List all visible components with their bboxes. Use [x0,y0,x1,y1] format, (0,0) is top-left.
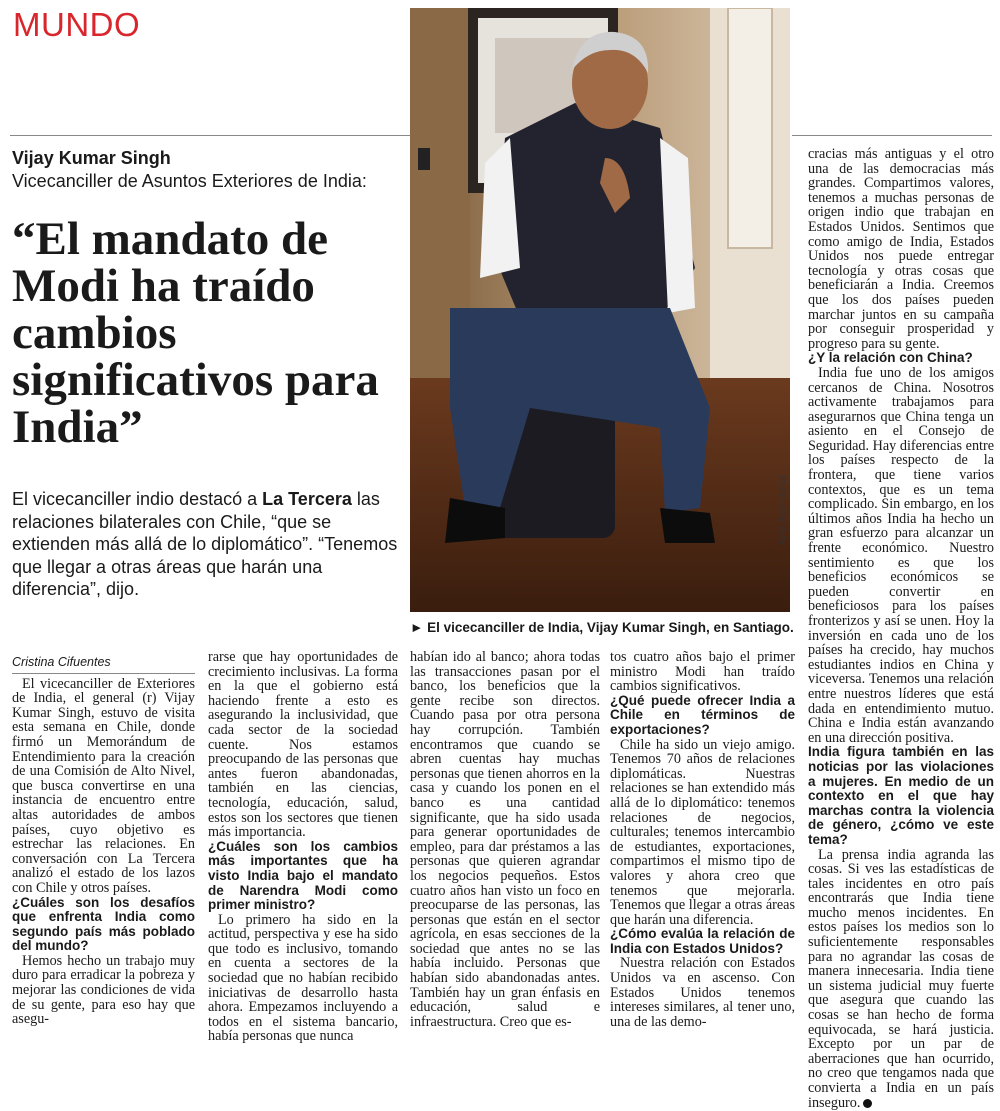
question: ¿Cuáles son los desafíos que enfrenta India como segundo país más poblado del mundo? [12,894,195,954]
portrait-photo [410,8,790,612]
question: ¿Cómo evalúa la relación de India con Estados Unidos? [610,926,795,956]
author-byline: Cristina Cifuentes [12,655,195,674]
paragraph: cracias más antiguas y el otro una de las democracias más grandes. Compartimos valores, tenemos a muchas personas de origen indio que trabajan en Estados Unidos. Sentimos que como amigo de India, Estados Unidos nos puede entregar tecnología y otras cosas que beneficiarán a India. Creemos que los dos países pueden marchar juntos en su campaña por conseguir prosperidad y progreso para su gente. [808,146,994,352]
divider [10,135,410,136]
paragraph: Hemos hecho un trabajo muy duro para erradicar la pobreza y mejorar las condiciones de vida de su gente, para eso hay que asegu- [12,952,195,1028]
question: ¿Cuáles son los cambios más importantes que ha visto India bajo el mandato de Narendra Modi como primer ministro? [208,838,398,913]
article-column-3 [410,650,600,1029]
deck-text-before: El vicecanciller indio destacó a [12,489,263,509]
interviewee-role: Vicecanciller de Asuntos Exteriores de India: [12,171,367,191]
headline: “El mandato de Modi ha traído cambios significativos para India” [12,213,379,453]
deck-text-after: las relaciones bilaterales con Chile, “que se extienden más allá de lo diplomático”. “Tenemos que llegar a otras áreas que harán una diferencia”, dijo. [12,489,398,599]
paragraph: habían ido al banco; ahora todas las transacciones pasan por el banco, los beneficios que la gente recibe son directos. Cuando pasa por otra persona hay corrupción. También encontramos que cuando se abren cuentas hay muchas personas que tienen ahorros en la casa y cuando los ponen en el banco es una cantidad significante, que ha sido usada para generar oportunidades de empleo, para dar préstamos a las personas que quieren agrandar los negocios pequeños. Estos cuatro años han visto un foco en preocuparse de las personas, las personas que están en el sector agrícola, en esas secciones de la sociedad que antes no se las había incluido. Personas que habían sido abandonadas antes. También hay un gran énfasis en educación, salud e infraestructura. Creo que es- [410,649,600,1030]
article-column-2 [208,650,398,1044]
paragraph [808,848,994,1111]
paragraph: rarse que hay oportunidades de crecimiento inclusivas. La forma en la que el gobierno está haciendo frente a esto es asegurando la inclusividad, que cada sector de la sociedad cuente. Nos estamos preocupando de las personas que antes fueron abandonadas, también en las ciencias, tecnología, educación, salud, estos son los sectores que tienen más importancia. [208,649,398,841]
question: ¿Qué puede ofrecer India a Chile en términos de exportaciones? [610,692,795,737]
question: India figura también en las noticias por las violaciones a mujeres. En medio de un contexto en el que hay marchas contra la violencia de género, ¿cómo ve este tema? [808,744,994,847]
paragraph: Lo primero ha sido en la actitud, perspectiva y ese ha sido que todo es inclusivo, tomando en cuenta a sectores de la sociedad que no habían recibido iniciativas de desarrollo hasta ahora. Empezamos incluyendo a todos en el sistema bancario, había personas que nunca [208,911,398,1045]
divider [792,135,992,136]
portrait-illustration [410,8,790,612]
article-column-4 [610,650,795,1029]
question: ¿Y la relación con China? [808,350,973,366]
article-column-5 [808,147,994,1110]
deck [12,488,407,601]
paragraph: India fue uno de los amigos cercanos de China. Nosotros activamente trabajamos para asegurarnos que China tenga un asiento en el Consejo de Seguridad. Hay diferencias entre los países respecto de la frontera, que tiene varios contextos, que es un tema complicado. Sin embargo, en los últimos años India ha hecho un gran esfuerzo para alcanzar un frente económico. Nuestro sentimiento es que los beneficios económicos se pueden convertir en beneficiosos para los países fronterizos y así se unen. Hoy la inversión en cada uno de los países ha crecido, hay muchos estudiantes indios en China y viceversa. Tenemos una relación entre nuestros líderes que está dada en entendimiento mutuo. China e India están avanzando en una dirección positiva. [808,364,994,746]
photo-caption: ► El vicecanciller de India, Vijay Kumar Singh, en Santiago. [410,620,794,635]
section-title: MUNDO [13,6,141,43]
interviewee-name: Vijay Kumar Singh [12,148,171,168]
paragraph: tos cuatro años bajo el primer ministro Modi han traído cambios significativos. [610,649,795,695]
paragraph: Chile ha sido un viejo amigo. Tenemos 70 años de relaciones diplomáticas. Nuestras relaciones se han extendido más allá de lo diplomático: tenemos relaciones de negocios, culturales; tenemos intercambio de estudiantes, exportaciones, compartimos el mismo tipo de valores y ahora creo que tenemos que mejorarla. Tenemos que llegar a otras áreas que harán una diferencia. [610,736,795,928]
photo-credit: FOTO: RUDY MUÑOZ [780,474,787,545]
paragraph-text: La prensa india agranda las cosas. Si ves las estadísticas de tales incidentes en otro país encontrarás que India tiene mucho menos incidentes. En estos países los medios son lo suficientemente responsables para no agrandar las cosas de manera innecesaria. India tiene un sistema judicial muy fuerte que asegura que cuando las cosas se han hecho de forma equivocada, se hará justicia. Excepto por un par de aberraciones que han ocurrido, no creo que tengamos nada que convierta a India en un país inseguro. [808,846,994,1111]
end-mark-icon [863,1099,872,1108]
article-column-1 [12,655,195,1027]
deck-brand: La Tercera [262,489,352,509]
paragraph: Nuestra relación con Estados Unidos va en ascenso. Con Estados Unidos tenemos intereses similares, al tener uno, una de las demo- [610,955,795,1030]
paragraph: El vicecanciller de Exteriores de India, el general (r) Vijay Kumar Singh, estuvo de visita esta semana en Chile, donde firmó un Memorándum de Entendimiento para la creación de una Comisión de Alto Nivel, que busca convertirse en una instancia de encuentro entre altas autoridades de ambos países, cuyo objetivo es estrechar las relaciones. En conversación con La Tercera analizó el estado de los lazos con Chile y otros países. [12,675,195,896]
